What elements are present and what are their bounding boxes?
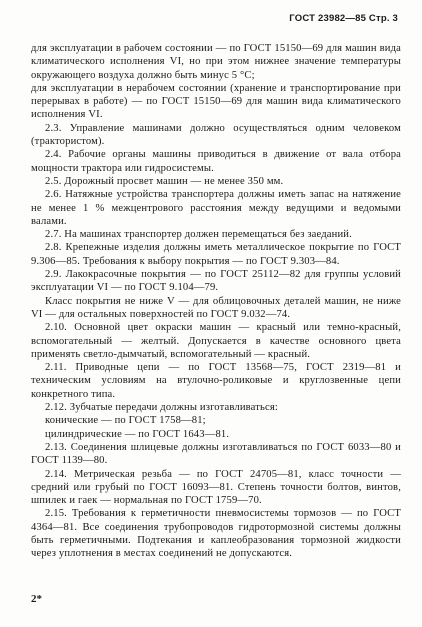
- paragraph: для эксплуатации в нерабочем состоянии (хранение и транспортирование при перерывах в работе) — по ГОСТ 15150—69 для машин вида климатического исполнения VI.: [31, 82, 401, 121]
- page-header: ГОСТ 23982—85 Стр. 3: [289, 13, 398, 24]
- paragraph: 2.5. Дорожный просвет машин — не менее 350 мм.: [45, 175, 284, 187]
- paragraph: Класс покрытия не ниже V — для облицовочных деталей машин, не ниже VI — для остальных поверхностей по ГОСТ 9.032—74.: [31, 295, 401, 320]
- paragraph: 2.10. Основной цвет окраски машин — красный или темно-красный, вспомогательный — желтый. Допускается в качестве основного цвета применять светло-дымчатый, вспомогательный — красный.: [31, 322, 401, 360]
- paragraph: для эксплуатации в рабочем состоянии — по ГОСТ 15150—69 для машин вида климатического исполнения VI, но при этом нижнее значение температуры окружающего воздуха должно быть минус 5 °C;: [31, 43, 401, 81]
- paragraph: 2.13. Соединения шлицевые должны изготавливаться по ГОСТ 6033—80 и ГОСТ 1139—80.: [31, 441, 401, 467]
- signature-mark: 2*: [31, 593, 42, 605]
- paragraph: 2.15. Требования к герметичности пневмосистемы тормозов — по ГОСТ 4364—81. Все соединения трубопроводов гидротормозной системы должны быть герметичными. Подтекания и каплеобразования тормозной жидкости через уплотнения в местах соединений не допускаются.: [31, 508, 401, 560]
- paragraph: цилиндрические — по ГОСТ 1643—81.: [45, 428, 230, 440]
- paragraph: 2.4. Рабочие органы машины приводиться в движение от вала отбора мощности трактора или гидросистемы.: [31, 149, 401, 174]
- paragraph: 2.3. Управление машинами должно осуществляться одним человеком (трактористом).: [31, 122, 401, 148]
- document-body: [31, 42, 401, 561]
- paragraph: 2.12. Зубчатые передачи должны изготавливаться:: [45, 402, 278, 414]
- paragraph: 2.11. Приводные цепи — по ГОСТ 13568—75, ГОСТ 2319—81 и техническим условиям на втулочно-роликовые и круглозвенные цепи конкретного типа.: [31, 362, 401, 400]
- paragraph: 2.9. Лакокрасочные покрытия — по ГОСТ 25112—82 для группы условий эксплуатации VI — по ГОСТ 9.104—79.: [31, 269, 401, 294]
- paragraph: 2.8. Крепежные изделия должны иметь металлическое покрытие по ГОСТ 9.306—85. Требования к выбору покрытия — по ГОСТ 9.303—84.: [31, 242, 401, 267]
- paragraph: 2.7. На машинах транспортер должен перемещаться без заеданий.: [45, 229, 352, 241]
- paragraph: 2.14. Метрическая резьба — по ГОСТ 24705—81, класс точности — средний или грубый по ГОСТ 16093—81. Степень точности болтов, винтов, шпилек и гаек — нормальная по ГОСТ 1759—70.: [31, 468, 401, 507]
- paragraph: конические — по ГОСТ 1758—81;: [45, 415, 206, 427]
- paragraph: 2.6. Натяжные устройства транспортера должны иметь запас на натяжение не менее 1 % межцентрового расстояния между ведущими и ведомыми валами.: [31, 189, 401, 227]
